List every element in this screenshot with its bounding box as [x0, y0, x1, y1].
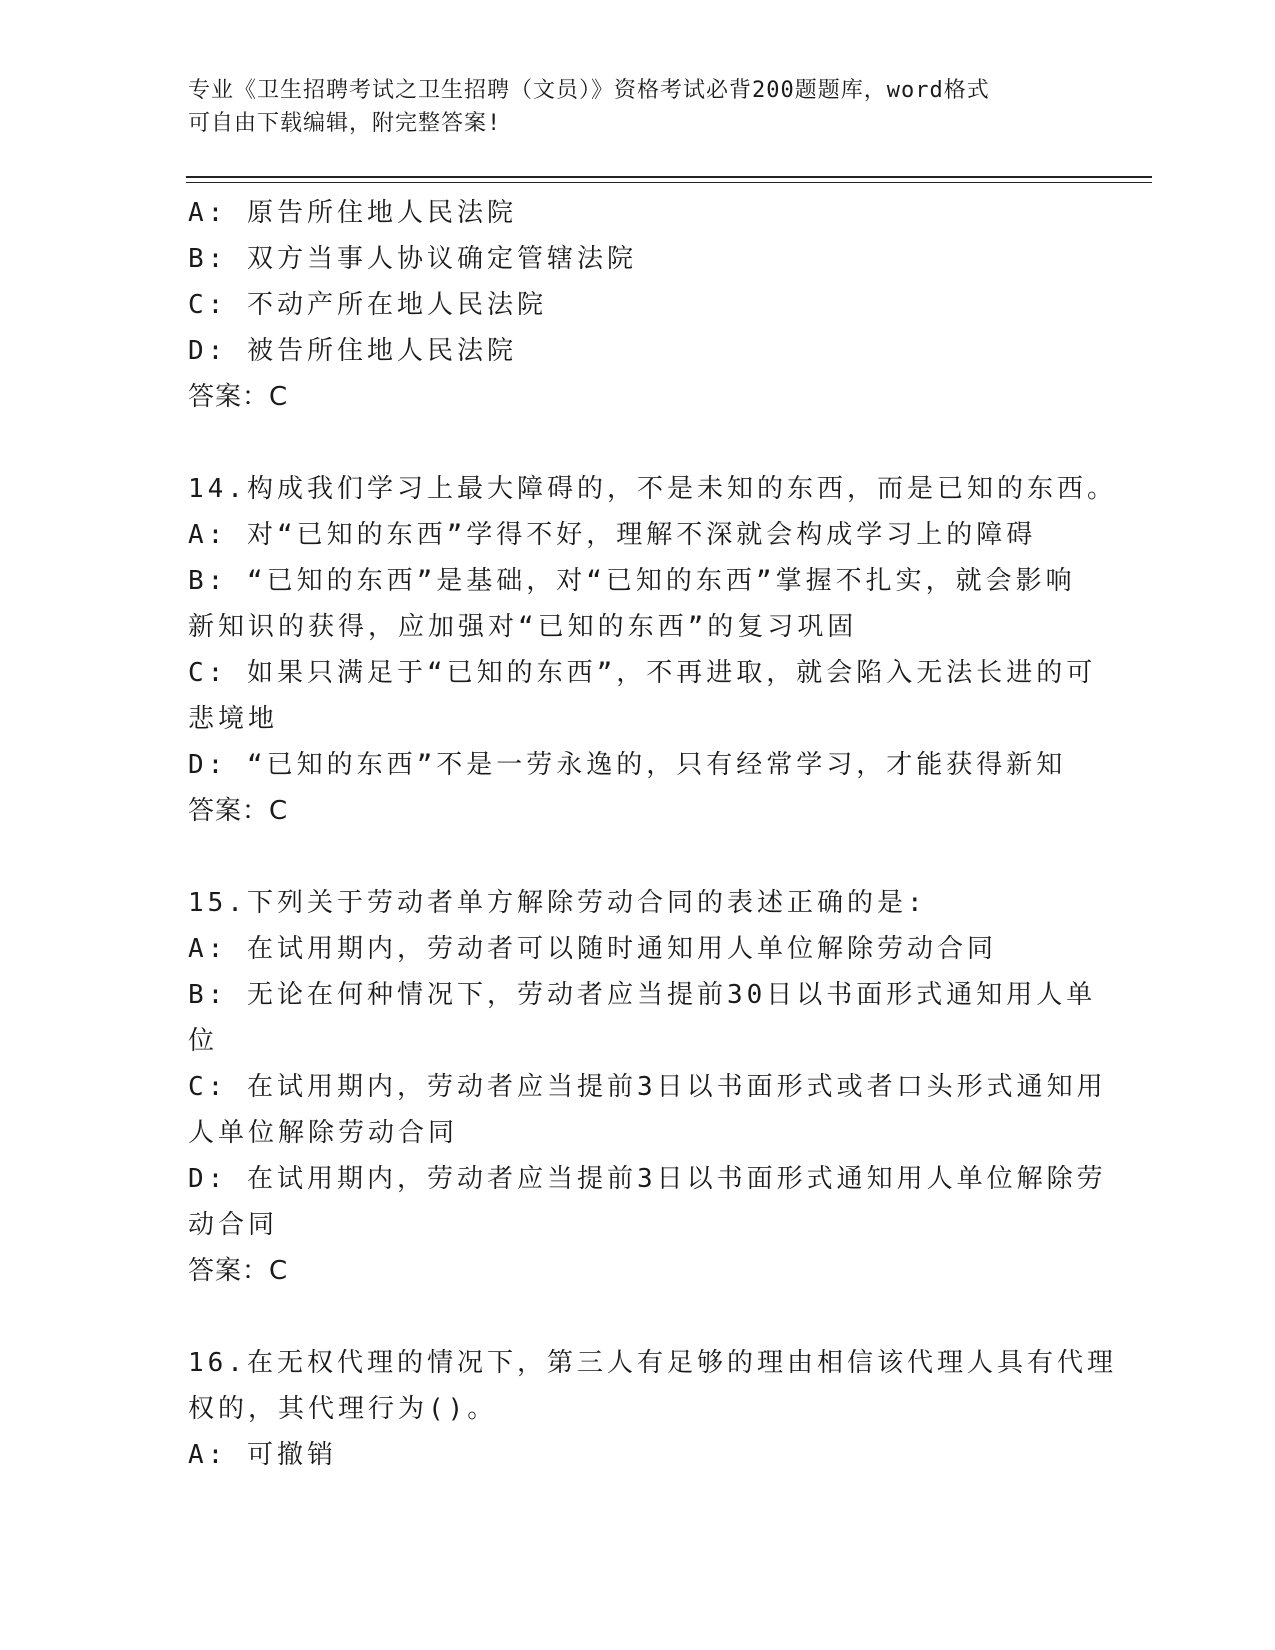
- option-c-line-1: C: 在试用期内，劳动者应当提前3日以书面形式或者口头形式通知用: [188, 1072, 1107, 1102]
- option-d-line-2: 动合同: [188, 1210, 279, 1240]
- question-stem-line-2: 权的，其代理行为()。: [188, 1394, 498, 1424]
- spacer: [188, 1294, 1068, 1340]
- question-block-16: [188, 1340, 1117, 1478]
- option-c-line-2: 人单位解除劳动合同: [188, 1118, 459, 1148]
- option-b-line-1: B: 无论在何种情况下，劳动者应当提前30日以书面形式通知用人单: [188, 980, 1097, 1010]
- option-c-line-1: C: 如果只满足于“已知的东西”，不再进取，就会陷入无法长进的可: [188, 658, 1097, 688]
- page-header: [188, 74, 1068, 140]
- question-stem: 14.构成我们学习上最大障碍的，不是未知的东西，而是已知的东西。: [188, 474, 1117, 504]
- option-b-line-2: 新知识的获得，应加强对“已知的东西”的复习巩固: [188, 612, 858, 642]
- option-b-line-1: B: “已知的东西”是基础，对“已知的东西”掌握不扎实，就会影响: [188, 566, 1076, 596]
- option-b: B: 双方当事人协议确定管辖法院: [188, 244, 637, 274]
- question-block-15: [188, 880, 1107, 1294]
- header-title-line-1: 专业《卫生招聘考试之卫生招聘（文员）》资格考试必背200题题库，word格式: [188, 78, 990, 103]
- answer-line: 答案：C: [188, 796, 289, 826]
- question-content: [188, 190, 1117, 1478]
- option-a: A: 在试用期内，劳动者可以随时通知用人单位解除劳动合同: [188, 934, 997, 964]
- option-d: D: “已知的东西”不是一劳永逸的，只有经常学习，才能获得新知: [188, 750, 1067, 780]
- spacer: [188, 834, 1068, 880]
- header-title-line-2: 可自由下载编辑，附完整答案!: [188, 111, 502, 136]
- option-a: A: 对“已知的东西”学得不好，理解不深就会构成学习上的障碍: [188, 520, 1037, 550]
- answer-line: 答案：C: [188, 382, 289, 412]
- option-c-line-2: 悲境地: [188, 704, 279, 734]
- option-d-line-1: D: 在试用期内，劳动者应当提前3日以书面形式通知用人单位解除劳: [188, 1164, 1107, 1194]
- question-stem-line-1: 16.在无权代理的情况下，第三人有足够的理由相信该代理人具有代理: [188, 1348, 1117, 1378]
- question-block-13: [188, 190, 1068, 420]
- spacer: [188, 420, 1068, 466]
- option-c: C: 不动产所在地人民法院: [188, 290, 547, 320]
- option-d: D: 被告所住地人民法院: [188, 336, 517, 366]
- option-a: A: 可撤销: [188, 1440, 337, 1470]
- header-divider: [186, 176, 1152, 183]
- option-a: A: 原告所住地人民法院: [188, 198, 517, 228]
- question-stem: 15.下列关于劳动者单方解除劳动合同的表述正确的是:: [188, 888, 927, 918]
- answer-line: 答案：C: [188, 1256, 289, 1286]
- option-b-line-2: 位: [188, 1026, 219, 1056]
- question-block-14: [188, 466, 1117, 834]
